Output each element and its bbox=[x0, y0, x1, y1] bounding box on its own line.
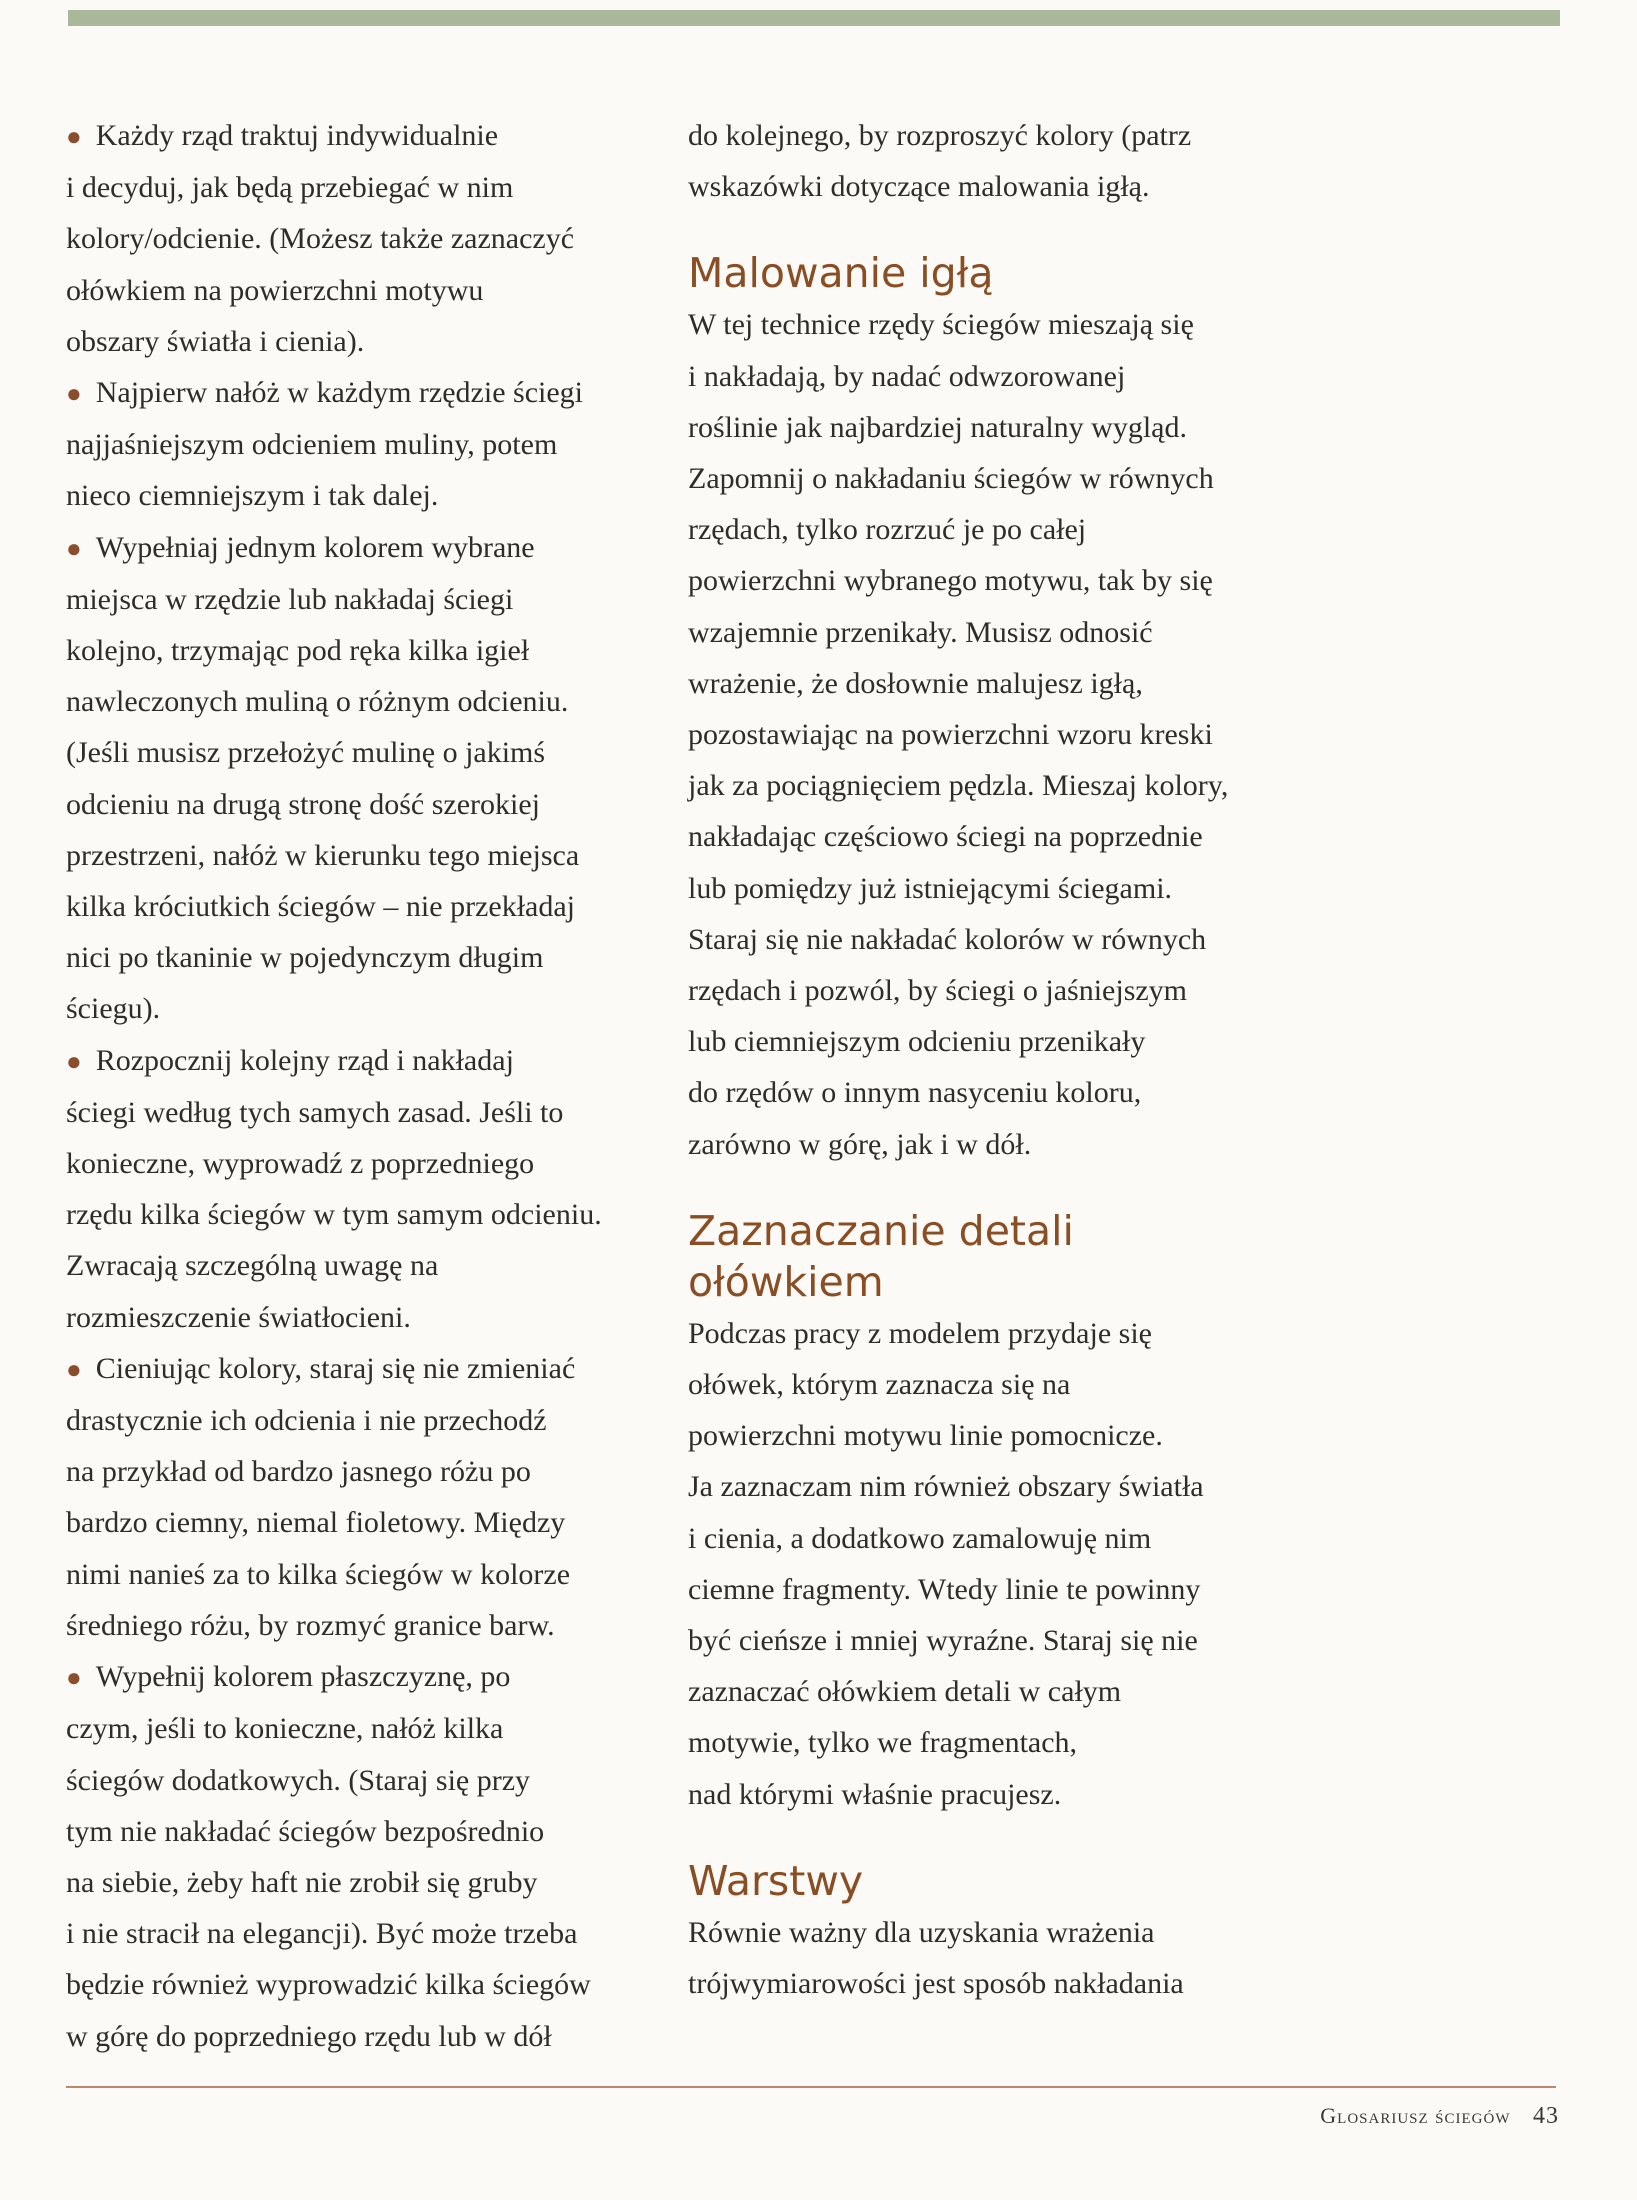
text-line: lub pomiędzy już istniejącymi ściegami. bbox=[688, 871, 1173, 905]
text-line: jak za pociągnięciem pędzla. Mieszaj kolory, bbox=[688, 769, 1229, 803]
text-line: trójwymiarowości jest sposób nakładania bbox=[688, 1967, 1184, 2001]
text-line: W tej technice rzędy ściegów mieszają się bbox=[688, 308, 1194, 342]
text-line: na przykład od bardzo jasnego różu po bbox=[66, 1455, 531, 1489]
text-line: kilka króciutkich ściegów – nie przekładaj bbox=[66, 890, 575, 924]
text-line: kolory/odcienie. (Możesz także zaznaczyć bbox=[66, 222, 575, 256]
running-title: Glosariusz ściegów bbox=[1320, 2103, 1511, 2128]
page-number: 43 bbox=[1533, 2103, 1559, 2129]
text-line: zaznaczać ołówkiem detali w całym bbox=[688, 1675, 1122, 1709]
text-line: nimi nanieś za to kilka ściegów w kolorze bbox=[66, 1557, 571, 1591]
text-line: (Jeśli musisz przełożyć mulinę o jakimś bbox=[66, 736, 546, 770]
text-line: obszary światła i cienia). bbox=[66, 324, 365, 358]
text-line: lub ciemniejszym odcieniu przenikały bbox=[688, 1025, 1146, 1059]
text-line: rzędu kilka ściegów w tym samym odcieniu. bbox=[66, 1198, 602, 1232]
text-line: pozostawiając na powierzchni wzoru kreski bbox=[688, 718, 1213, 752]
text-line: na siebie, żeby haft nie zrobił się gruby bbox=[66, 1865, 538, 1899]
section-paragraph bbox=[688, 299, 1288, 1169]
text-line: i nakładają, by nadać odwzorowanej bbox=[688, 359, 1126, 393]
text-line: bardzo ciemny, niemal fioletowy. Między bbox=[66, 1506, 566, 1540]
text-line: Ja zaznaczam nim również obszary światła bbox=[688, 1470, 1204, 1504]
text-line: Podczas pracy z modelem przydaje się bbox=[688, 1316, 1152, 1350]
text-line: i nie stracił na elegancji). Być może trzeba bbox=[66, 1917, 578, 1951]
right-column bbox=[688, 110, 1288, 2009]
bullet-paragraph bbox=[66, 1343, 666, 1651]
bullet-icon: ● bbox=[66, 1663, 82, 1693]
text-line: najjaśniejszym odcieniem muliny, potem bbox=[66, 428, 558, 462]
text-line: ściegów dodatkowych. (Staraj się przy bbox=[66, 1763, 531, 1797]
text-line: zarówno w górę, jak i w dół. bbox=[688, 1127, 1032, 1161]
text-line: Zwracają szczególną uwagę na bbox=[66, 1249, 439, 1283]
top-decorative-bar bbox=[68, 10, 1560, 26]
section-paragraph bbox=[688, 1308, 1288, 1820]
text-line: będzie również wyprowadzić kilka ściegów bbox=[66, 1968, 591, 2002]
intro-paragraph bbox=[688, 110, 1288, 212]
bullet-text: Wypełniaj jednym kolorem wybrane bbox=[95, 530, 535, 564]
text-line: wrażenie, że dosłownie malujesz igłą, bbox=[688, 666, 1143, 700]
text-line: w górę do poprzedniego rzędu lub w dół bbox=[66, 2019, 552, 2053]
text-line: rzędach i pozwól, by ściegi o jaśniejszym bbox=[688, 974, 1188, 1008]
bullet-text: Cieniując kolory, staraj się nie zmieniać bbox=[95, 1351, 576, 1385]
text-line: roślinie jak najbardziej naturalny wygląd. bbox=[688, 410, 1187, 444]
text-line: nawleczonych muliną o różnym odcieniu. bbox=[66, 685, 569, 719]
heading-line: ołówkiem bbox=[688, 1257, 884, 1306]
text-line: motywie, tylko we fragmentach, bbox=[688, 1726, 1078, 1760]
bullet-icon: ● bbox=[66, 379, 82, 409]
bullet-paragraph bbox=[66, 1651, 666, 2062]
bullet-paragraph bbox=[66, 367, 666, 522]
text-line: być cieńsze i mniej wyraźne. Staraj się nie bbox=[688, 1624, 1198, 1658]
text-line: nakładając częściowo ściegi na poprzednie bbox=[688, 820, 1203, 854]
text-line: Staraj się nie nakładać kolorów w równych bbox=[688, 922, 1207, 956]
text-line: konieczne, wyprowadź z poprzedniego bbox=[66, 1147, 535, 1181]
text-line: nici po tkaninie w pojedynczym długim bbox=[66, 941, 544, 975]
text-line: miejsca w rzędzie lub nakładaj ściegi bbox=[66, 582, 514, 616]
text-line: i cienia, a dodatkowo zamalowuję nim bbox=[688, 1521, 1152, 1555]
bullet-paragraph bbox=[66, 110, 666, 367]
text-line: do kolejnego, by rozproszyć kolory (patrz bbox=[688, 119, 1192, 152]
section-heading bbox=[688, 1856, 1288, 1907]
bullet-text: Rozpocznij kolejny rząd i nakładaj bbox=[95, 1043, 514, 1077]
bullet-paragraph bbox=[66, 1035, 666, 1343]
text-line: drastycznie ich odcienia i nie przechodź bbox=[66, 1404, 547, 1438]
left-column bbox=[66, 110, 666, 2062]
text-line: ściegi według tych samych zasad. Jeśli to bbox=[66, 1095, 564, 1129]
text-line: nieco ciemniejszym i tak dalej. bbox=[66, 479, 439, 513]
text-line bbox=[66, 367, 666, 419]
bullet-text: Najpierw nałóż w każdym rzędzie ściegi bbox=[95, 376, 583, 410]
text-line: do rzędów o innym nasyceniu koloru, bbox=[688, 1076, 1142, 1110]
text-line: nad którymi właśnie pracujesz. bbox=[688, 1777, 1062, 1811]
text-line: przestrzeni, nałóż w kierunku tego miejsca bbox=[66, 838, 580, 872]
heading-line: Malowanie igłą bbox=[688, 249, 994, 298]
heading-line: Zaznaczanie detali bbox=[688, 1206, 1074, 1255]
page-footer bbox=[1320, 2103, 1559, 2130]
heading-line: Warstwy bbox=[688, 1856, 864, 1905]
text-line: rzędach, tylko rozrzuć je po całej bbox=[688, 513, 1087, 547]
text-line: czym, jeśli to konieczne, nałóż kilka bbox=[66, 1712, 504, 1746]
text-line: wzajemnie przenikały. Musisz odnosić bbox=[688, 615, 1153, 649]
bullet-icon: ● bbox=[66, 1354, 82, 1384]
text-line bbox=[66, 1343, 666, 1395]
bullet-text: Każdy rząd traktuj indywidualnie bbox=[95, 119, 499, 152]
text-line: ołówkiem na powierzchni motywu bbox=[66, 273, 484, 307]
text-line: Równie ważny dla uzyskania wrażenia bbox=[688, 1915, 1155, 1949]
text-line: powierzchni wybranego motywu, tak by się bbox=[688, 564, 1213, 598]
text-line: Zapomnij o nakładaniu ściegów w równych bbox=[688, 462, 1214, 496]
bullet-icon: ● bbox=[66, 1046, 82, 1076]
text-line: odcieniu na drugą stronę dość szerokiej bbox=[66, 787, 541, 821]
text-line: tym nie nakładać ściegów bezpośrednio bbox=[66, 1814, 545, 1848]
text-line: ołówek, którym zaznacza się na bbox=[688, 1368, 1071, 1402]
text-line bbox=[66, 1651, 666, 1703]
section-heading bbox=[688, 1206, 1288, 1308]
text-line bbox=[66, 522, 666, 574]
section-heading bbox=[688, 248, 1288, 299]
text-line: średniego różu, by rozmyć granice barw. bbox=[66, 1608, 555, 1642]
text-line bbox=[66, 1035, 666, 1087]
text-line: i decyduj, jak będą przebiegać w nim bbox=[66, 171, 514, 205]
text-line: kolejno, trzymając pod ręka kilka igieł bbox=[66, 634, 530, 668]
text-line: rozmieszczenie światłocieni. bbox=[66, 1300, 411, 1334]
bullet-icon: ● bbox=[66, 533, 82, 563]
bullet-paragraph bbox=[66, 522, 666, 1035]
text-line: ściegu). bbox=[66, 992, 161, 1026]
footer-rule bbox=[66, 2086, 1556, 2088]
text-line: powierzchni motywu linie pomocnicze. bbox=[688, 1419, 1163, 1453]
text-line: wskazówki dotyczące malowania igłą. bbox=[688, 170, 1150, 204]
bullet-icon: ● bbox=[66, 122, 82, 151]
section-paragraph bbox=[688, 1907, 1288, 2009]
text-line bbox=[66, 110, 666, 162]
bullet-text: Wypełnij kolorem płaszczyznę, po bbox=[95, 1660, 511, 1694]
text-line: ciemne fragmenty. Wtedy linie te powinny bbox=[688, 1572, 1201, 1606]
